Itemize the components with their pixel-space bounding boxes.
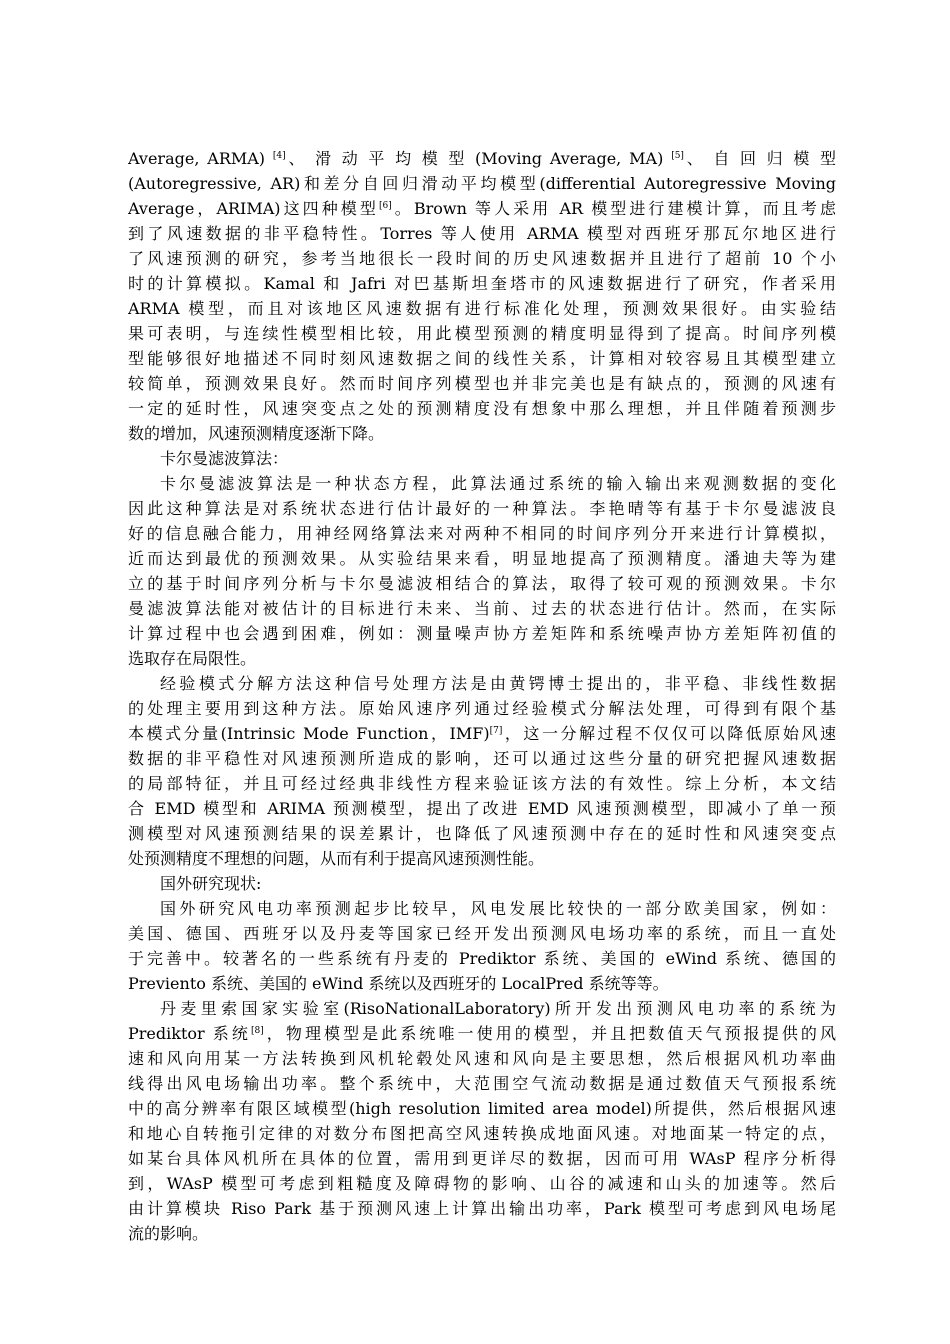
text-line: Average, ARMA) [4]、 滑 动 平 均 模 型 (Moving Average, MA) [5]、 自 回 归 模 型 <box>128 149 836 168</box>
text-line: 的处理主要用到这种方法。原始风速序列通过经验模式分解法处理，可得到有限个基 <box>128 699 836 718</box>
citation: [4] <box>272 151 286 161</box>
text-line: 因此这种算法是对系统状态进行估计最好的一种算法。李艳晴等有基于卡尔曼滤波良 <box>128 499 836 518</box>
text-line: Previento 系统、美国的 eWind 系统以及西班牙的 LocalPred 系统等等。 <box>128 974 669 993</box>
citation: [5] <box>671 151 684 161</box>
citation: [8] <box>250 1026 264 1036</box>
section-heading: 国外研究现状: <box>160 874 262 893</box>
text-line: 果可表明，与连续性模型相比较，用此模型预测的精度明显得到了提高。时间序列模 <box>128 324 836 343</box>
text-line: 处预测精度不理想的问题，从而有利于提高风速预测性能。 <box>128 849 545 868</box>
citation: [7] <box>489 726 503 736</box>
text-line: 如某台具体风机所在具体的位置，需用到更详尽的数据，因而可用 WAsP 程序分析得 <box>128 1149 836 1168</box>
text-line: 速和风向用某一方法转换到风机轮毂处风速和风向是主要思想，然后根据风机功率曲 <box>128 1049 836 1068</box>
section-heading: 卡尔曼滤波算法： <box>160 449 289 468</box>
text-line: 流的影响。 <box>128 1224 209 1243</box>
text-line: 由计算模块 Riso Park 基于预测风速上计算出输出功率，Park 模型可考虑到风电场尾 <box>128 1199 836 1218</box>
text-line: 卡尔曼滤波算法是一种状态方程，此算法通过系统的输入输出来观测数据的变化 <box>160 474 836 493</box>
text-line: 国外研究风电功率预测起步比较早，风电发展比较快的一部分欧美国家，例如： <box>160 899 836 918</box>
text-line: 数的增加，风速预测精度逐渐下降。 <box>128 424 385 443</box>
text-line: 立的基于时间序列分析与卡尔曼滤波相结合的算法，取得了较可观的预测效果。卡尔 <box>128 574 836 593</box>
text-line: 经验模式分解方法这种信号处理方法是由黄锷博士提出的，非平稳、非线性数据 <box>160 674 836 693</box>
text-line: 选取存在局限性。 <box>128 649 257 668</box>
text-line: 的局部特征，并且可经过经典非线性方程来验证该方法的有效性。综上分析，本文结 <box>128 774 836 793</box>
text-line: (Autoregressive, AR)和差分自回归滑动平均模型(differential Autoregressive Moving <box>128 174 836 193</box>
text-line: 了风速预测的研究，参考当地很长一段时间的历史风速数据并且进行了超前 10 个小 <box>128 249 836 268</box>
text-line: 数据的非平稳性对风速预测所造成的影响，还可以通过这些分量的研究把握风速数据 <box>128 749 836 768</box>
text-line: 型能够很好地描述不同时刻风速数据之间的线性关系，计算相对较容易且其模型建立 <box>128 349 836 368</box>
text-line: 和地心自转拖引定律的对数分布图把高空风速转换成地面风速。对地面某一特定的点， <box>128 1124 836 1143</box>
text-line: 本模式分量(Intrinsic Mode Function，IMF)[7]，这一分解过程不仅仅可以降低原始风速 <box>128 724 836 743</box>
text-line: 时的计算模拟。Kamal 和 Jafri 对巴基斯坦奎塔市的风速数据进行了研究，作者采用 <box>128 274 836 293</box>
text-line: 美国、德国、西班牙以及丹麦等国家已经开发出预测风电场功率的系统，而且一直处 <box>128 924 836 943</box>
text-line: 中的高分辨率有限区域模型(high resolution limited area model)所提供，然后根据风速 <box>128 1099 836 1118</box>
text-line: 于完善中。较著名的一些系统有丹麦的 Prediktor 系统、美国的 eWind 系统、德国的 <box>128 949 836 968</box>
text-line: Prediktor 系统[8]，物理模型是此系统唯一使用的模型，并且把数值天气预报提供的风 <box>128 1024 836 1043</box>
text-line: 测模型对风速预测结果的误差累计，也降低了风速预测中存在的延时性和风速突变点 <box>128 824 836 843</box>
text-line: 计算过程中也会遇到困难，例如：测量噪声协方差矩阵和系统噪声协方差矩阵初值的 <box>128 624 836 643</box>
text-line: 一定的延时性，风速突变点之处的预测精度没有想象中那么理想，并且伴随着预测步 <box>128 399 836 418</box>
text-line: 曼滤波算法能对被估计的目标进行未来、当前、过去的状态进行估计。然而，在实际 <box>128 599 836 618</box>
citation: [6] <box>378 201 392 211</box>
text-line: 到，WAsP 模型可考虑到粗糙度及障碍物的影响、山谷的减速和山头的加速等。然后 <box>128 1174 836 1193</box>
text-line: 到了风速数据的非平稳特性。Torres 等人使用 ARMA 模型对西班牙那瓦尔地区进行 <box>128 224 836 243</box>
text-line: 丹麦里索国家实验室(RisoNationalLaboratory)所开发出预测风电功率的系统为 <box>160 999 836 1018</box>
text-line: Average，ARIMA)这四种模型[6]。Brown 等人采用 AR 模型进行建模计算，而且考虑 <box>128 199 836 218</box>
text-line: ARMA 模型，而且对该地区风速数据有进行标准化处理，预测效果很好。由实验结 <box>128 299 836 318</box>
text-line: 较简单，预测效果良好。然而时间序列模型也并非完美也是有缺点的，预测的风速有 <box>128 374 836 393</box>
text-line: 近而达到最优的预测效果。从实验结果来看，明显地提高了预测精度。潘迪夫等为建 <box>128 549 836 568</box>
text-line: 合 EMD 模型和 ARIMA 预测模型，提出了改进 EMD 风速预测模型，即减小了单一预 <box>128 799 836 818</box>
text-line: 好的信息融合能力，用神经网络算法来对两种不相同的时间序列分开来进行计算模拟， <box>128 524 836 543</box>
text-line: 线得出风电场输出功率。整个系统中，大范围空气流动数据是通过数值天气预报系统 <box>128 1074 836 1093</box>
